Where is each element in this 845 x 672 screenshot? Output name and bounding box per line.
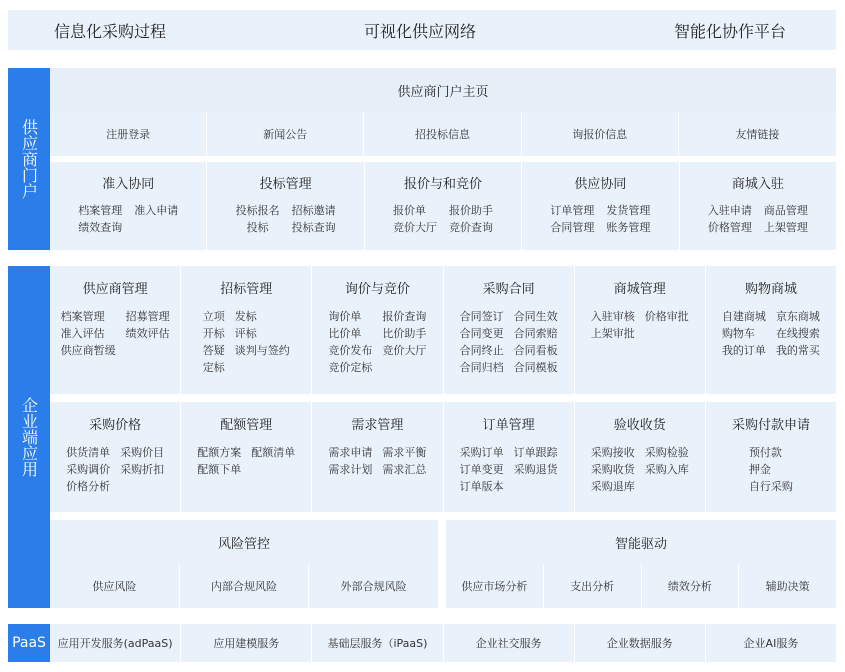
module-item[interactable]: 供货清单 <box>66 446 111 459</box>
enterprise-row-1 <box>50 266 836 394</box>
module-item[interactable]: 价格管理 <box>707 221 752 234</box>
module-item[interactable]: 询价单 <box>328 310 362 323</box>
module-item[interactable] <box>251 461 295 478</box>
module-title: 准入协同 <box>102 176 155 192</box>
module-items <box>181 308 311 376</box>
module-item[interactable]: 发货管理 <box>606 204 651 217</box>
module-item[interactable]: 配额下单 <box>197 463 242 476</box>
enterprise-module <box>50 266 180 394</box>
enterprise-row-2 <box>50 402 836 512</box>
paas-row <box>50 624 836 662</box>
module-item[interactable]: 合同终止 <box>459 344 504 357</box>
portal-modules-row <box>50 162 836 250</box>
module-item[interactable]: 比价助手 <box>382 327 427 340</box>
portal-links-row <box>50 112 836 156</box>
module-title: 商城管理 <box>613 281 666 297</box>
portal-link-news[interactable]: 新闻公告 <box>207 112 364 156</box>
portal-link-bidding-info[interactable]: 招投标信息 <box>364 112 521 156</box>
module-title: 配额管理 <box>220 417 273 433</box>
module-item[interactable]: 准入评估 <box>60 327 105 340</box>
enterprise-module <box>706 266 836 394</box>
enterprise-label <box>8 266 50 608</box>
module-items <box>312 444 442 478</box>
risk-control-title: 风险管控 <box>217 536 270 552</box>
module-item[interactable]: 配额方案 <box>197 446 242 459</box>
module-item[interactable]: 采购检验 <box>644 446 689 459</box>
module-item[interactable]: 供应商暂缓 <box>60 344 116 357</box>
banner-item-procurement: 信息化采购过程 <box>53 21 166 41</box>
module-item[interactable]: 订单版本 <box>459 480 504 493</box>
module-item[interactable]: 投标查询 <box>291 221 336 234</box>
module-item[interactable]: 准入申请 <box>134 204 179 217</box>
module-item[interactable]: 需求申请 <box>328 446 373 459</box>
module-item[interactable]: 立项 <box>202 310 225 323</box>
module-item[interactable]: 合同模板 <box>513 361 558 374</box>
module-title: 采购价格 <box>89 417 142 433</box>
portal-link-register[interactable]: 注册登录 <box>50 112 207 156</box>
module-item[interactable]: 商品管理 <box>763 204 808 217</box>
module-item[interactable]: 档案管理 <box>60 310 105 323</box>
module-item[interactable]: 订单变更 <box>459 463 504 476</box>
paas-item-data[interactable]: 企业数据服务 <box>575 624 706 662</box>
module-item[interactable]: 开标 <box>202 327 225 340</box>
paas-item-ipaas[interactable]: 基础层服务（iPaaS) <box>312 624 443 662</box>
module-item[interactable] <box>120 478 164 495</box>
module-item[interactable]: 采购接收 <box>590 446 635 459</box>
module-item[interactable]: 购物车 <box>721 327 755 340</box>
module-item[interactable]: 合同索赔 <box>513 327 558 340</box>
banner-item-supply-network: 可视化供应网络 <box>363 21 476 41</box>
module-item[interactable]: 招募管理 <box>125 310 170 323</box>
smart-item-performance-analysis[interactable]: 绩效分析 <box>642 564 740 608</box>
module-item[interactable]: 自行采购 <box>748 480 793 493</box>
risk-control-block <box>50 520 438 608</box>
module-item[interactable]: 价格分析 <box>66 480 111 493</box>
module-item[interactable]: 招标邀请 <box>291 204 336 217</box>
module-item[interactable]: 合同变更 <box>459 327 504 340</box>
portal-module-access <box>50 162 206 250</box>
module-item[interactable]: 采购收货 <box>590 463 635 476</box>
module-item[interactable]: 报价查询 <box>382 310 427 323</box>
module-item[interactable]: 自建商城 <box>721 310 766 323</box>
module-item[interactable]: 需求平衡 <box>382 446 427 459</box>
enterprise-module <box>444 266 574 394</box>
module-items <box>181 444 311 478</box>
enterprise-module <box>181 402 311 512</box>
module-item[interactable]: 我的订单 <box>721 344 766 357</box>
paas-item-modeling[interactable]: 应用建模服务 <box>181 624 312 662</box>
enterprise-module <box>444 402 574 512</box>
paas-item-adpaas[interactable]: 应用开发服务(adPaaS) <box>50 624 181 662</box>
module-items <box>444 308 574 376</box>
module-item[interactable]: 定标 <box>202 361 225 374</box>
module-item[interactable]: 合同归档 <box>459 361 504 374</box>
module-items <box>50 202 206 236</box>
module-item[interactable]: 评标 <box>234 327 257 340</box>
enterprise-module <box>706 402 836 512</box>
module-items <box>706 444 836 495</box>
module-item[interactable]: 合同签订 <box>459 310 504 323</box>
module-item[interactable]: 采购退货 <box>513 463 558 476</box>
module-item[interactable]: 采购折扣 <box>120 463 165 476</box>
module-item[interactable]: 入驻审核 <box>590 310 635 323</box>
module-item[interactable]: 采购调价 <box>66 463 111 476</box>
enterprise-module <box>575 402 705 512</box>
module-title: 商城入驻 <box>731 176 784 192</box>
paas-item-social[interactable]: 企业社交服务 <box>444 624 575 662</box>
portal-module-supply <box>522 162 678 250</box>
module-items <box>312 308 442 376</box>
smart-item-decision-support[interactable]: 辅助决策 <box>765 580 810 593</box>
module-title: 订单管理 <box>482 417 535 433</box>
supplier-portal-home[interactable]: 供应商门户主页 <box>50 68 836 112</box>
smart-item-spend-analysis[interactable]: 支出分析 <box>544 564 642 608</box>
enterprise-module <box>312 266 442 394</box>
module-item[interactable]: 价格审批 <box>644 310 689 323</box>
module-item[interactable]: 绩效查询 <box>78 221 123 234</box>
enterprise-module <box>181 266 311 394</box>
module-items <box>444 444 574 495</box>
module-title: 验收收货 <box>613 417 666 433</box>
portal-link-quote-info[interactable]: 询报价信息 <box>522 112 679 156</box>
module-item[interactable]: 订单跟踪 <box>513 446 558 459</box>
module-item[interactable]: 我的常买 <box>775 344 820 357</box>
module-item[interactable]: 在线搜索 <box>775 327 820 340</box>
module-item[interactable]: 绩效评估 <box>125 327 170 340</box>
enterprise-module <box>312 402 442 512</box>
module-item[interactable]: 上架管理 <box>763 221 808 234</box>
smart-drive-title: 智能驱动 <box>614 536 667 552</box>
module-item[interactable]: 报价助手 <box>449 204 494 217</box>
risk-item-external-compliance[interactable]: 外部合规风险 <box>340 580 407 593</box>
module-item[interactable]: 比价单 <box>328 327 362 340</box>
module-items <box>50 308 180 359</box>
enterprise-label-text: 企业端应用 <box>19 397 39 477</box>
module-title: 供应商管理 <box>82 281 148 297</box>
module-items <box>680 202 836 236</box>
module-item[interactable]: 采购订单 <box>459 446 504 459</box>
module-item[interactable]: 合同生效 <box>513 310 558 323</box>
risk-item-supply[interactable]: 供应风险 <box>50 564 180 608</box>
module-item[interactable] <box>126 342 170 359</box>
smart-item-market-analysis[interactable]: 供应市场分析 <box>446 564 544 608</box>
portal-module-mall <box>680 162 836 250</box>
module-item[interactable] <box>235 359 290 376</box>
module-item[interactable]: 账务管理 <box>606 221 651 234</box>
module-items <box>575 308 705 342</box>
module-item[interactable]: 入驻申请 <box>707 204 752 217</box>
portal-link-friendly-links[interactable]: 友情链接 <box>735 128 780 141</box>
module-item[interactable] <box>645 478 689 495</box>
paas-item-ai[interactable]: 企业AI服务 <box>743 637 799 650</box>
module-item[interactable]: 竞价发布 <box>328 344 373 357</box>
module-title: 需求管理 <box>351 417 404 433</box>
banner-item-collaboration: 智能化协作平台 <box>673 21 786 41</box>
module-title: 购物商城 <box>744 281 797 297</box>
enterprise-module <box>575 266 705 394</box>
module-item[interactable]: 采购入库 <box>644 463 689 476</box>
module-item[interactable]: 发标 <box>234 310 257 323</box>
module-item[interactable]: 采购退库 <box>590 480 635 493</box>
module-item[interactable]: 采购价目 <box>120 446 165 459</box>
module-title: 招标管理 <box>220 281 273 297</box>
module-item[interactable]: 答疑 <box>202 344 225 357</box>
module-item[interactable]: 京东商城 <box>775 310 820 323</box>
smart-drive-block <box>446 520 836 608</box>
module-item[interactable]: 档案管理 <box>78 204 123 217</box>
module-item[interactable]: 需求汇总 <box>382 463 427 476</box>
module-items <box>522 202 678 236</box>
module-item[interactable]: 订单管理 <box>550 204 595 217</box>
module-items <box>706 308 836 359</box>
supplier-portal-label-text: 供应商门户 <box>19 119 39 199</box>
module-item[interactable]: 合同看板 <box>513 344 558 357</box>
module-title: 采购付款申请 <box>731 417 810 433</box>
risk-item-internal-compliance[interactable]: 内部合规风险 <box>180 564 310 608</box>
module-title: 询价与竞价 <box>344 281 410 297</box>
module-item[interactable]: 竞价查询 <box>449 221 494 234</box>
module-items <box>207 202 363 236</box>
portal-module-bidding <box>207 162 363 250</box>
module-item[interactable]: 竞价大厅 <box>393 221 438 234</box>
supplier-portal-label <box>8 68 50 250</box>
module-item[interactable]: 合同管理 <box>550 221 595 234</box>
enterprise-module <box>50 402 180 512</box>
module-item[interactable] <box>514 478 558 495</box>
portal-module-quotation <box>365 162 521 250</box>
module-item[interactable]: 报价单 <box>393 204 427 217</box>
module-item[interactable]: 竞价定标 <box>328 361 373 374</box>
module-items <box>50 444 180 495</box>
module-title: 投标管理 <box>259 176 312 192</box>
module-items <box>575 444 705 495</box>
module-item[interactable] <box>382 359 426 376</box>
module-item[interactable]: 投标报名 <box>235 204 280 217</box>
module-item[interactable]: 预付款 <box>748 446 782 459</box>
module-item[interactable]: 竞价大厅 <box>382 344 427 357</box>
module-title: 采购合同 <box>482 281 535 297</box>
paas-label: PaaS <box>8 624 50 662</box>
module-title: 报价与和竞价 <box>404 176 483 192</box>
module-item[interactable]: 投标 <box>246 221 269 234</box>
module-item[interactable]: 配额清单 <box>251 446 296 459</box>
module-item[interactable]: 上架审批 <box>590 327 635 340</box>
module-item[interactable]: 谈判与签约 <box>234 344 290 357</box>
module-item[interactable] <box>645 325 689 342</box>
module-item[interactable]: 押金 <box>748 463 771 476</box>
module-item[interactable]: 需求计划 <box>328 463 373 476</box>
module-title: 供应协同 <box>574 176 627 192</box>
module-items <box>365 202 521 236</box>
